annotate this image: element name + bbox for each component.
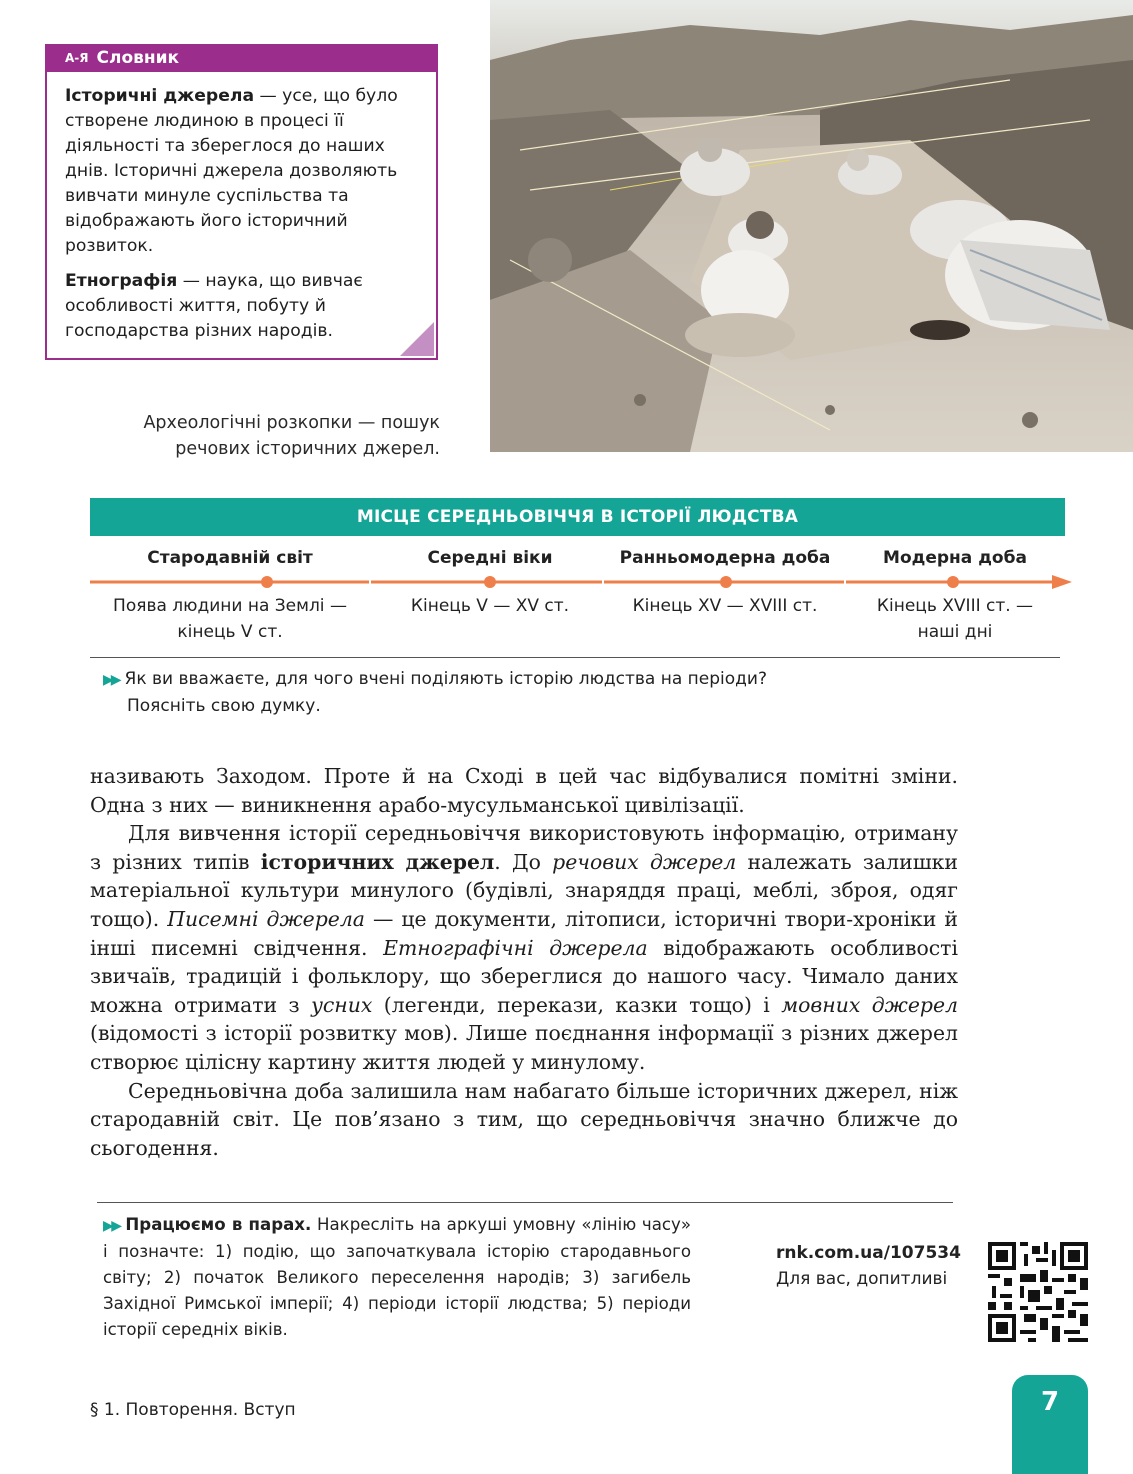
bold-term: історичних джерел — [260, 849, 495, 874]
text-run: . До — [494, 849, 553, 874]
text-run: належать залишки матеріальної культури минулого (будівлі, знаряддя праці, меблі, зброя, одяг тощо). — [90, 849, 958, 931]
timeline-marker — [720, 576, 732, 588]
timeline-title: МІСЦЕ СЕРЕДНЬОВІЧЧЯ В ІСТОРІЇ ЛЮДСТВА — [90, 498, 1065, 536]
section-footer: § 1. Повторення. Вступ — [90, 1400, 296, 1420]
timeline-marker — [484, 576, 496, 588]
photo-caption — [80, 410, 440, 462]
pairs-lead: Працюємо в парах. — [125, 1215, 312, 1234]
timeline-period-name: Ранньомодерна доба — [619, 548, 831, 568]
question-text: Як ви вважаєте, для чого вчені поділяють історію людства на періоди? — [124, 669, 767, 689]
double-arrow-icon: ▶▶ — [103, 672, 119, 688]
italic-term: усних — [311, 992, 373, 1017]
dates-line: наші дні — [917, 622, 993, 642]
glossary-entry — [65, 269, 418, 344]
divider-line — [97, 1202, 953, 1203]
timeline-period-name: Середні віки — [427, 548, 553, 568]
caption-line: речових історичних джерел. — [175, 439, 440, 459]
dates-line: кінець V ст. — [177, 622, 283, 642]
timeline-period-name: Модерна доба — [883, 548, 1027, 568]
question-block — [103, 666, 903, 719]
glossary-box — [45, 44, 438, 360]
timeline-axis — [90, 572, 1075, 592]
dates-line: Кінець V — XV ст. — [410, 596, 570, 616]
pairs-text: Накресліть на аркуші умовну «лінію часу» і позначте: 1) подію, що започаткувала історію стародавнього світу; 2) початок Великого переселення народів; 3) загибель Західної Римської імперії; 4) періоди історії людства; 5) періоди історії середніх віків. — [103, 1215, 691, 1339]
pairs-task — [103, 1212, 691, 1343]
dates-line: Кінець XV — XVIII ст. — [632, 596, 818, 616]
qr-code-icon[interactable] — [988, 1242, 1088, 1342]
resource-label: Для вас, допитливі — [776, 1269, 948, 1289]
excavation-photo — [490, 0, 1133, 452]
glossary-header — [47, 44, 436, 72]
question-text: Поясніть свою думку. — [127, 696, 321, 716]
paragraph — [90, 819, 958, 1076]
double-arrow-icon: ▶▶ — [103, 1218, 120, 1234]
glossary-term: Історичні джерела — [65, 86, 255, 106]
italic-term: речових джерел — [552, 849, 737, 874]
italic-term: Етнографічні джерела — [383, 935, 648, 960]
glossary-definition: — усе, що було створене людиною в процесі її діяльності та збереглося до наших днів. Історичні джерела дозволяють вивчати минуле суспільства та відображають його історичний розвиток. — [65, 86, 398, 256]
glossary-entry — [65, 84, 418, 259]
glossary-term: Етнографія — [65, 271, 178, 291]
paragraph: Середньовічна доба залишила нам набагато більше історичних джерел, ніж стародавній світ. Це пов’язано з тим, що середньовіччя значно ближче до сьогодення. — [90, 1078, 958, 1160]
timeline-period-dates — [90, 593, 370, 645]
text-run: — це документи, літописи, історичні твори-хроніки й інші писемні свідчення. — [90, 906, 958, 960]
text-run: (відомості з історії розвитку мов). Лише поєднання інформації з різних джерел створює цілісну картину життя людей у минулому. — [90, 1021, 958, 1074]
timeline-period-dates — [845, 593, 1065, 645]
timeline-period-name: Стародавній світ — [147, 548, 313, 568]
caption-line: Археологічні розкопки — пошук — [143, 413, 440, 433]
resource-link-block — [776, 1240, 961, 1292]
page-corner-decoration — [400, 322, 434, 356]
dates-line: Поява людини на Землі — — [113, 596, 347, 616]
divider-line — [90, 657, 1060, 658]
glossary-az-icon: А-Я — [65, 51, 89, 65]
glossary-title: Словник — [96, 48, 180, 68]
glossary-definition: — наука, що вивчає особливості життя, побуту й господарства різних народів. — [65, 271, 363, 341]
timeline-period-dates — [370, 593, 610, 619]
italic-term: Писемні джерела — [167, 906, 365, 931]
timeline-marker — [947, 576, 959, 588]
timeline-period-dates — [605, 593, 845, 619]
paragraph: називають Заходом. Проте й на Сході в цей час відбувалися помітні зміни. Одна з них — виникнення арабо-мусульманської цивілізації. — [90, 764, 958, 817]
italic-term: мовних джерел — [781, 992, 959, 1017]
main-text — [90, 762, 958, 1162]
timeline-marker — [261, 576, 273, 588]
text-run: відображають особливості звичаїв, традицій і фольклору, що збереглися до нашого часу. Чимало даних можна отримати з — [90, 935, 958, 1017]
page-number: 7 — [1012, 1375, 1088, 1474]
dates-line: Кінець XVIII ст. — — [876, 596, 1034, 616]
timeline-arrow-icon — [1052, 575, 1072, 589]
text-run: (легенди, перекази, казки тощо) і — [372, 992, 782, 1017]
resource-link[interactable]: rnk.com.ua/107534 — [776, 1243, 961, 1263]
text-run: Для вивчення історії середньовіччя використовують інформацію, отриману з різних типів — [90, 821, 958, 874]
